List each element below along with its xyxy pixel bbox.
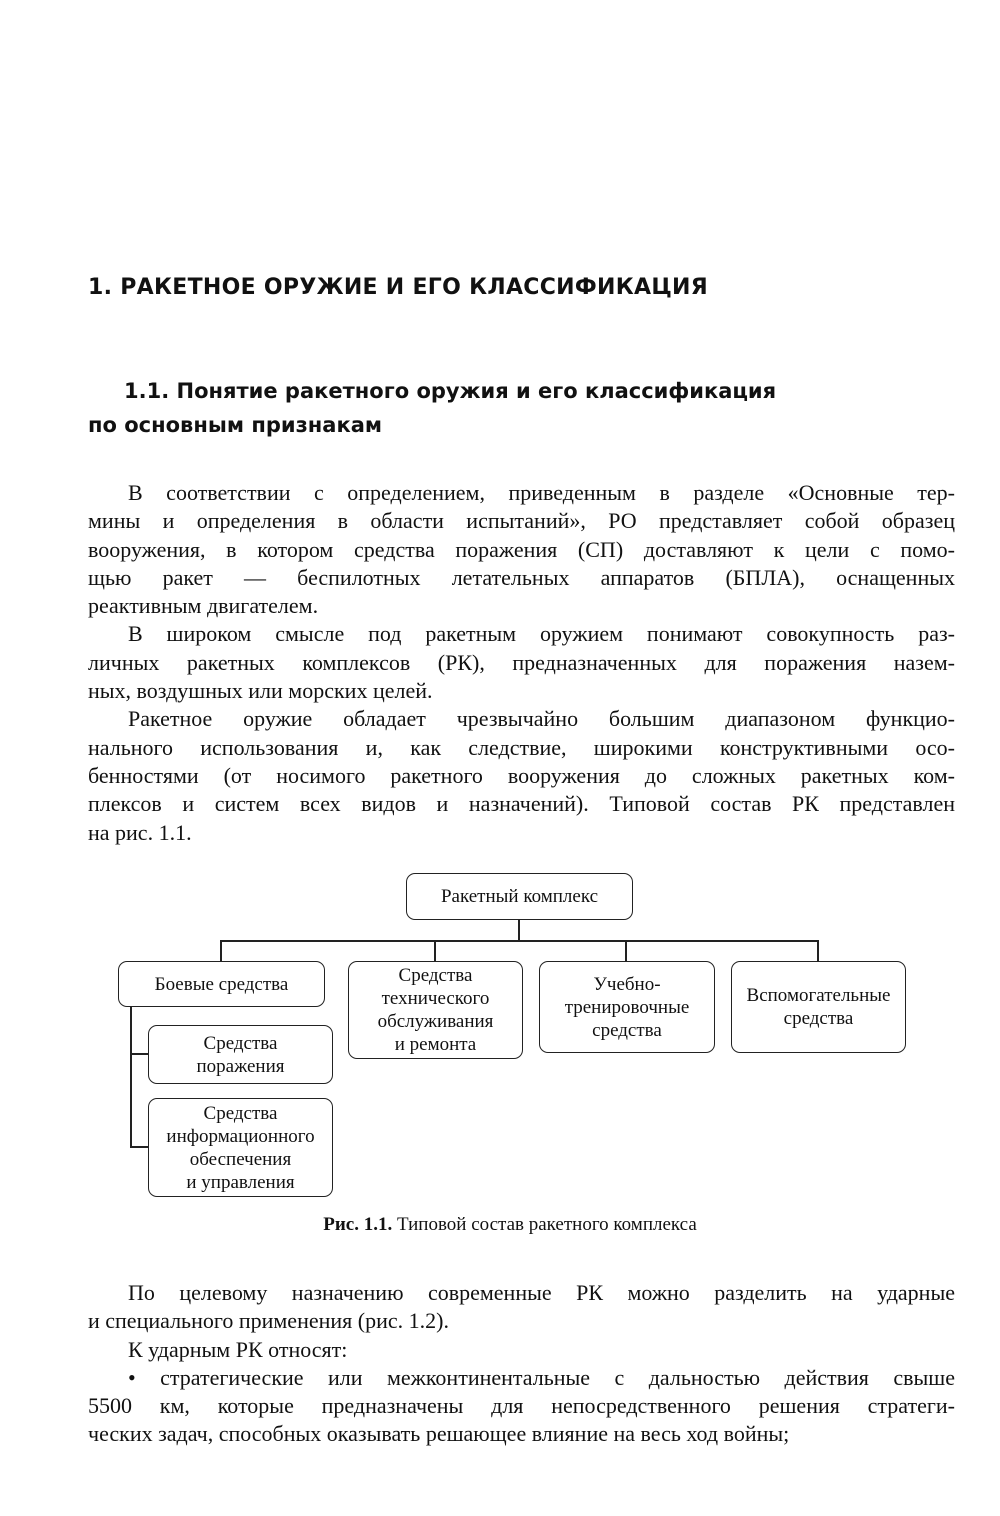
body-text-top <box>88 479 955 847</box>
text-line: К ударным РК относят: <box>128 1336 348 1362</box>
box-auxiliary-means: Вспомогательные средства <box>731 961 906 1053</box>
connector-line <box>220 940 819 942</box>
text-line: мины и определения в области испытаний», РО представляет собой образец <box>88 508 955 534</box>
paragraph <box>88 1279 955 1336</box>
section-title-line: 1.1. Понятие ракетного оружия и его классификация <box>124 379 777 403</box>
figure-caption <box>0 1214 1000 1236</box>
figure-caption-text: Типовой состав ракетного комплекса <box>392 1214 697 1235</box>
box-destruction-means: Средства поражения <box>148 1025 333 1084</box>
text-line: ческих задач, способных оказывать решающее влияние на весь ход войны; <box>88 1421 790 1447</box>
section-title <box>88 374 776 442</box>
text-line: и специального применения (рис. 1.2). <box>88 1308 449 1334</box>
text-line: В широком смысле под ракетным оружием понимают совокупность раз- <box>128 621 955 647</box>
section-title-line: по основным признакам <box>88 413 383 437</box>
text-line: бенностями (от носимого ракетного вооружения до сложных ракетных ком- <box>88 762 955 788</box>
box-rocket-complex: Ракетный комплекс <box>406 873 633 920</box>
connector-line <box>130 1006 132 1147</box>
connector-line <box>130 1146 149 1148</box>
figure-label: Рис. 1.1. <box>323 1214 393 1235</box>
text-line: ных, воздушных или морских целей. <box>88 678 433 704</box>
connector-line <box>434 940 436 962</box>
connector-line <box>220 940 222 962</box>
box-training-means: Учебно- тренировочные средства <box>539 961 715 1053</box>
text-line: щью ракет — беспилотных летательных аппаратов (БПЛА), оснащенных <box>88 564 955 590</box>
connector-line <box>130 1053 149 1055</box>
chapter-title: 1. РАКЕТНОЕ ОРУЖИЕ И ЕГО КЛАССИФИКАЦИЯ <box>88 275 708 300</box>
connector-line <box>817 940 819 962</box>
text-line: Ракетное оружие обладает чрезвычайно большим диапазоном функцио- <box>128 706 955 732</box>
text-line: вооружения, в котором средства поражения (СП) доставляют к цели с помо- <box>88 536 955 562</box>
text-line: В соответствии с определением, приведенным в разделе «Основные тер- <box>128 480 955 505</box>
paragraph <box>88 479 955 620</box>
connector-line <box>518 919 520 941</box>
text-line: • стратегические или межконтинентальные с дальностью действия свыше <box>128 1364 955 1390</box>
body-text-bottom <box>88 1279 955 1449</box>
box-information-means: Средства информационного обеспечения и управления <box>148 1098 333 1197</box>
text-line: на рис. 1.1. <box>88 819 192 845</box>
text-line: плексов и систем всех видов и назначений). Типовой состав РК представлен <box>88 791 955 817</box>
text-line: По целевому назначению современные РК можно разделить на ударные <box>128 1280 955 1305</box>
text-line: реактивным двигателем. <box>88 593 319 619</box>
box-combat-means: Боевые средства <box>118 961 325 1007</box>
text-line: личных ракетных комплексов (РК), предназначенных для поражения назем- <box>88 649 955 675</box>
text-line: нального использования и, как следствие, широкими конструктивными осо- <box>88 734 955 760</box>
box-maintenance-means: Средства технического обслуживания и ремонта <box>348 961 523 1059</box>
paragraph <box>88 705 955 846</box>
paragraph <box>88 620 955 705</box>
connector-line <box>625 940 627 962</box>
paragraph <box>88 1364 955 1449</box>
paragraph <box>88 1336 955 1364</box>
text-line: 5500 км, которые предназначены для непосредственного решения стратеги- <box>88 1393 955 1419</box>
